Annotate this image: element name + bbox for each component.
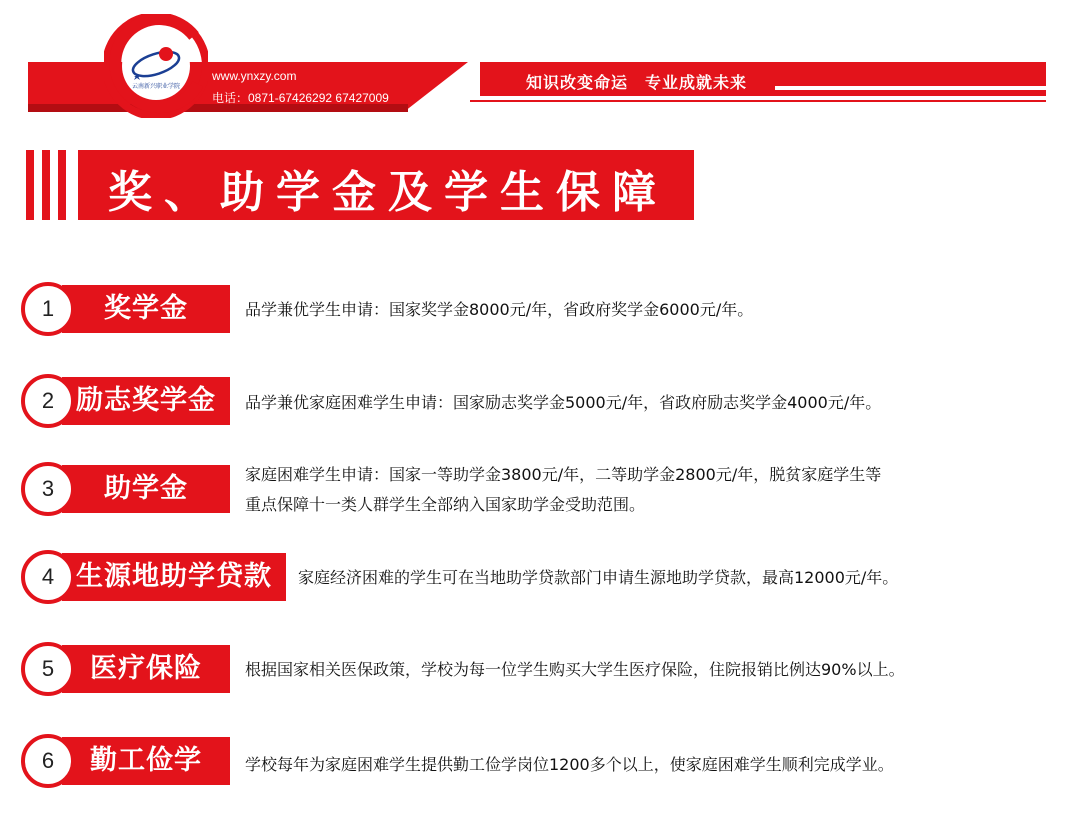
item-number: 3: [21, 462, 75, 516]
item-number: 1: [21, 282, 75, 336]
item-description: 家庭经济困难的学生可在当地助学贷款部门申请生源地助学贷款，最高12000元/年。: [298, 568, 899, 587]
item-description: 学校每年为家庭困难学生提供勤工俭学岗位1200多个以上，使家庭困难学生顺利完成学业。: [245, 755, 894, 774]
logo-lettering: 云南新兴职业学院: [131, 83, 181, 90]
title-stripe: [58, 150, 66, 220]
college-logo: [104, 14, 208, 118]
slogan-white-line: [775, 86, 1046, 90]
header-divider: [470, 100, 1046, 102]
item-label-inspirational-scholarship: 励志奖学金: [62, 377, 230, 425]
title-stripe: [26, 150, 34, 220]
item-label-student-loan: 生源地助学贷款: [62, 553, 286, 601]
item-description-line2: 重点保障十一类人群学生全部纳入国家助学金受助范围。: [245, 495, 646, 514]
item-label-grant: 助学金: [62, 465, 230, 513]
item-label-scholarship: 奖学金: [62, 285, 230, 333]
item-description: 品学兼优学生申请：国家奖学金8000元/年，省政府奖学金6000元/年。: [245, 300, 754, 319]
item-description: 根据国家相关医保政策，学校为每一位学生购买大学生医疗保险，住院报销比例达90%以上。: [245, 660, 905, 679]
phone-number: 电话：0871-67426292 67427009: [212, 91, 389, 105]
item-label-medical-insurance: 医疗保险: [62, 645, 230, 693]
item-description: 品学兼优家庭困难学生申请：国家励志奖学金5000元/年，省政府励志奖学金4000元/年。: [245, 393, 882, 412]
title-stripe: [42, 150, 50, 220]
website-url: www.ynxzy.com: [212, 69, 297, 83]
slogan-text: 知识改变命运 专业成就未来: [526, 73, 748, 92]
item-number: 4: [21, 550, 75, 604]
item-label-work-study: 勤工俭学: [62, 737, 230, 785]
item-description-line1: 家庭困难学生申请：国家一等助学金3800元/年，二等助学金2800元/年，脱贫家庭学生等: [245, 465, 882, 484]
item-number: 5: [21, 642, 75, 696]
item-number: 2: [21, 374, 75, 428]
item-number: 6: [21, 734, 75, 788]
page-title: 奖、助学金及学生保障: [108, 167, 668, 218]
